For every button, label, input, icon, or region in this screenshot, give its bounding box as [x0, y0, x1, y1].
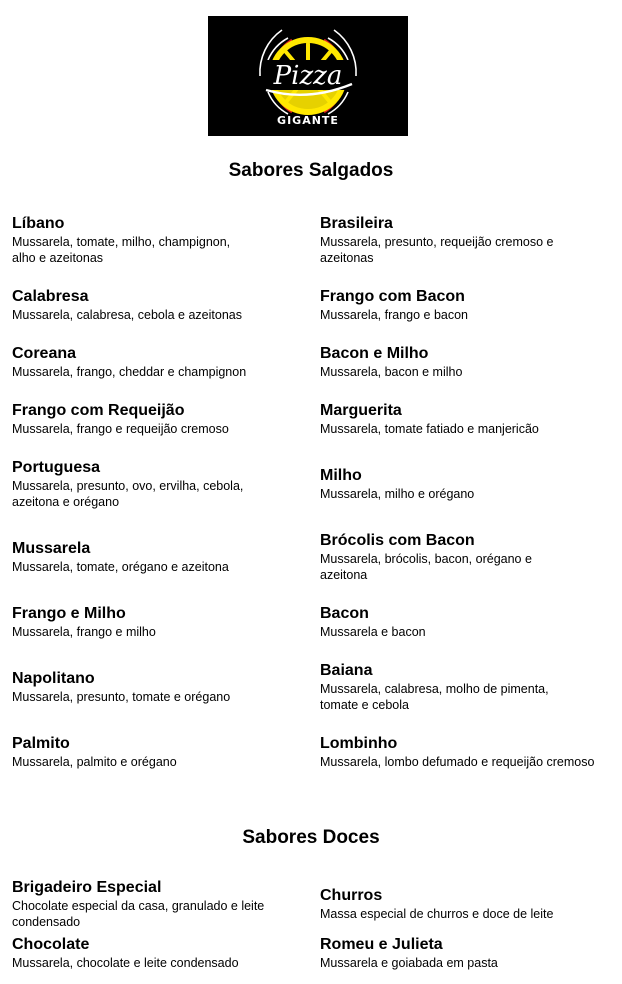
menu-item: [12, 669, 282, 705]
item-description: Mussarela, frango e bacon: [320, 308, 469, 322]
menu-item: [12, 287, 282, 323]
item-description: Mussarela, tomate, orégano e azeitona: [12, 560, 229, 574]
item-description: Mussarela, calabresa, molho de pimenta, tomate e cebola: [320, 682, 549, 712]
item-name: Brasileira: [320, 215, 393, 232]
menu-item: [320, 214, 618, 266]
menu-item: [320, 935, 618, 971]
item-description: Mussarela, calabresa, cebola e azeitonas: [12, 308, 242, 322]
item-name: Mussarela: [12, 540, 91, 557]
pizza-gigante-logo: [208, 16, 408, 136]
item-description: Mussarela e goiabada em pasta: [320, 956, 498, 970]
item-name: Baiana: [320, 662, 373, 679]
svg-text:Pizza: Pizza: [273, 61, 343, 91]
item-name: Brigadeiro Especial: [12, 879, 162, 896]
item-description: Mussarela, lombo defumado e requeijão cremoso: [320, 755, 595, 769]
item-description: Mussarela, presunto, requeijão cremoso e azeitonas: [320, 235, 554, 265]
menu-item: [320, 466, 618, 502]
item-description: Mussarela, frango e requeijão cremoso: [12, 422, 229, 436]
item-description: Massa especial de churros e doce de leite: [320, 907, 554, 921]
item-name: Romeu e Julieta: [320, 936, 443, 953]
item-name: Marguerita: [320, 402, 402, 419]
item-name: Bacon: [320, 605, 369, 622]
item-description: Mussarela, chocolate e leite condensado: [12, 956, 239, 970]
item-description: Mussarela, frango, cheddar e champignon: [12, 365, 247, 379]
item-description: Chocolate especial da casa, granulado e leite condensado: [12, 899, 265, 929]
menu-item: [12, 458, 282, 510]
item-description: Mussarela, milho e orégano: [320, 487, 475, 501]
item-description: Mussarela, frango e milho: [12, 625, 156, 639]
menu-item: [12, 214, 282, 266]
menu-item: [12, 604, 282, 640]
menu-item: [320, 734, 618, 770]
menu-item: [12, 878, 282, 930]
menu-item: [320, 604, 618, 640]
item-description: Mussarela e bacon: [320, 625, 426, 639]
item-name: Bacon e Milho: [320, 345, 429, 362]
item-description: Mussarela, presunto, ovo, ervilha, cebola, azeitona e orégano: [12, 479, 244, 509]
pizza-logo-icon: [208, 16, 408, 136]
item-description: Mussarela, palmito e orégano: [12, 755, 177, 769]
menu-item: [12, 344, 282, 380]
item-description: Mussarela, tomate, milho, champignon, alho e azeitonas: [12, 235, 231, 265]
item-name: Napolitano: [12, 670, 95, 687]
item-name: Portuguesa: [12, 459, 101, 476]
item-name: Frango com Requeijão: [12, 402, 185, 419]
item-name: Lombinho: [320, 735, 398, 752]
section-title-salgados: Sabores Salgados: [228, 160, 394, 181]
menu-item: [12, 401, 282, 437]
menu-item: [320, 886, 618, 922]
item-name: Coreana: [12, 345, 77, 362]
item-name: Frango com Bacon: [320, 288, 465, 305]
item-name: Chocolate: [12, 936, 90, 953]
item-name: Calabresa: [12, 288, 89, 305]
menu-item: [320, 531, 618, 583]
item-description: Mussarela, bacon e milho: [320, 365, 463, 379]
item-name: Brócolis com Bacon: [320, 532, 475, 549]
svg-text:GIGANTE: GIGANTE: [277, 114, 339, 127]
item-name: Líbano: [12, 215, 65, 232]
menu-item: [12, 935, 282, 971]
item-description: Mussarela, brócolis, bacon, orégano e azeitona: [320, 552, 532, 582]
section-title-doces: Sabores Doces: [242, 827, 380, 848]
menu-item: [320, 287, 618, 323]
item-name: Churros: [320, 887, 383, 904]
item-description: Mussarela, tomate fatiado e manjericão: [320, 422, 539, 436]
item-name: Palmito: [12, 735, 70, 752]
item-description: Mussarela, presunto, tomate e orégano: [12, 690, 231, 704]
menu-item: [12, 734, 282, 770]
item-name: Frango e Milho: [12, 605, 126, 622]
menu-item: [320, 344, 618, 380]
menu-item: [12, 539, 282, 575]
menu-item: [320, 661, 618, 713]
item-name: Milho: [320, 467, 362, 484]
menu-item: [320, 401, 618, 437]
